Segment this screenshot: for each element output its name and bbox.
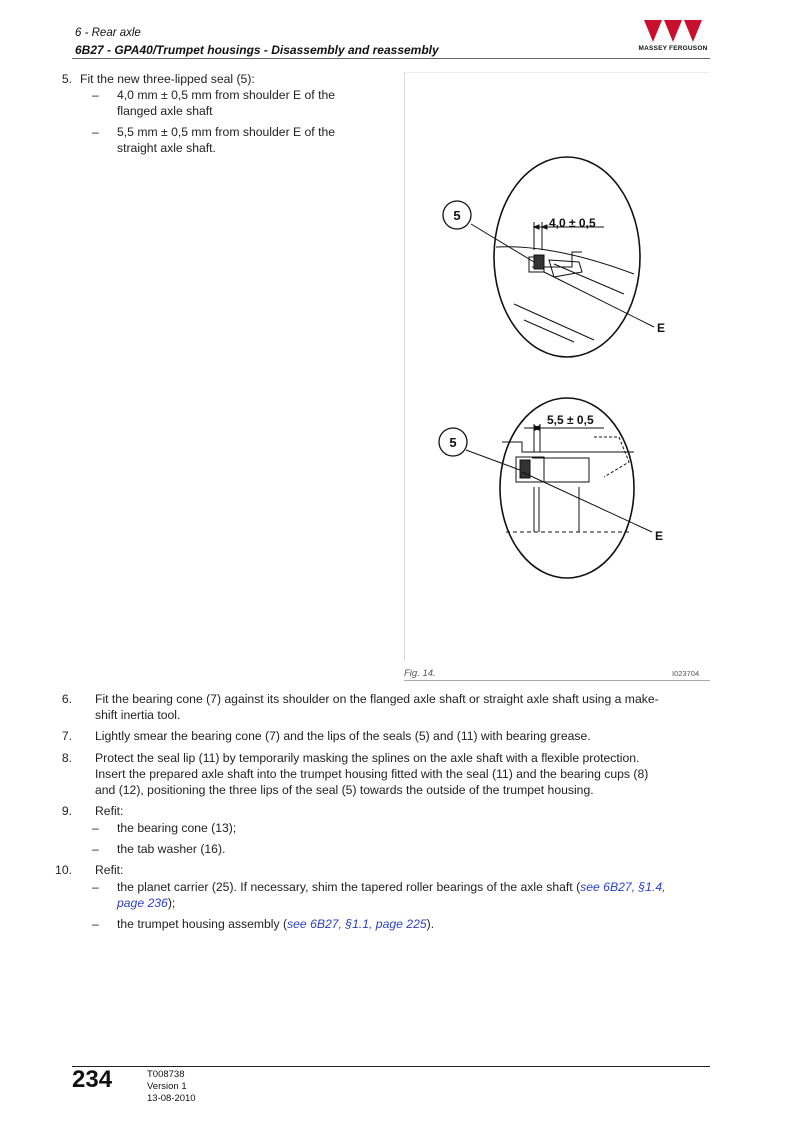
triple-triangle-logo-icon: [642, 18, 704, 44]
cross-reference-link[interactable]: page 236: [117, 896, 168, 910]
chapter-label: 6 - Rear axle: [75, 27, 141, 39]
massey-ferguson-logo: [632, 18, 714, 52]
figure-caption: Fig. 14.: [404, 668, 436, 679]
document-version: Version 1: [147, 1081, 187, 1092]
shoulder-label: E: [655, 529, 664, 543]
logo-text: MASSEY FERGUSON: [638, 45, 708, 52]
header-divider: [72, 58, 710, 59]
dimension-label: 5,5 ± 0,5: [547, 413, 594, 427]
detail-circle-top: [494, 157, 640, 357]
footer-divider: [72, 1066, 710, 1067]
page-number: 234: [72, 1066, 113, 1093]
callout-label: 5: [449, 435, 457, 450]
figure-code: I023704: [672, 669, 700, 678]
document-date: 13-08-2010: [147, 1093, 196, 1104]
cross-reference-link[interactable]: see 6B27, §1.4,: [580, 880, 666, 894]
callout-label: 5: [453, 208, 461, 223]
step-number: 5.: [61, 72, 72, 86]
section-title: 6B27 - GPA40/Trumpet housings - Disassembly and reassembly: [75, 43, 439, 57]
document-meta: [147, 1069, 196, 1105]
document-code: T008738: [147, 1069, 185, 1080]
cross-reference-link[interactable]: see 6B27, §1.1, page 225: [287, 917, 427, 931]
shoulder-label: E: [657, 321, 666, 335]
figure-divider: [404, 680, 710, 681]
dimension-label: 4,0 ± 0,5: [549, 216, 596, 230]
step-text: Fit the new three-lipped seal (5):: [80, 72, 255, 86]
seal-fitting-figure: [404, 72, 709, 660]
